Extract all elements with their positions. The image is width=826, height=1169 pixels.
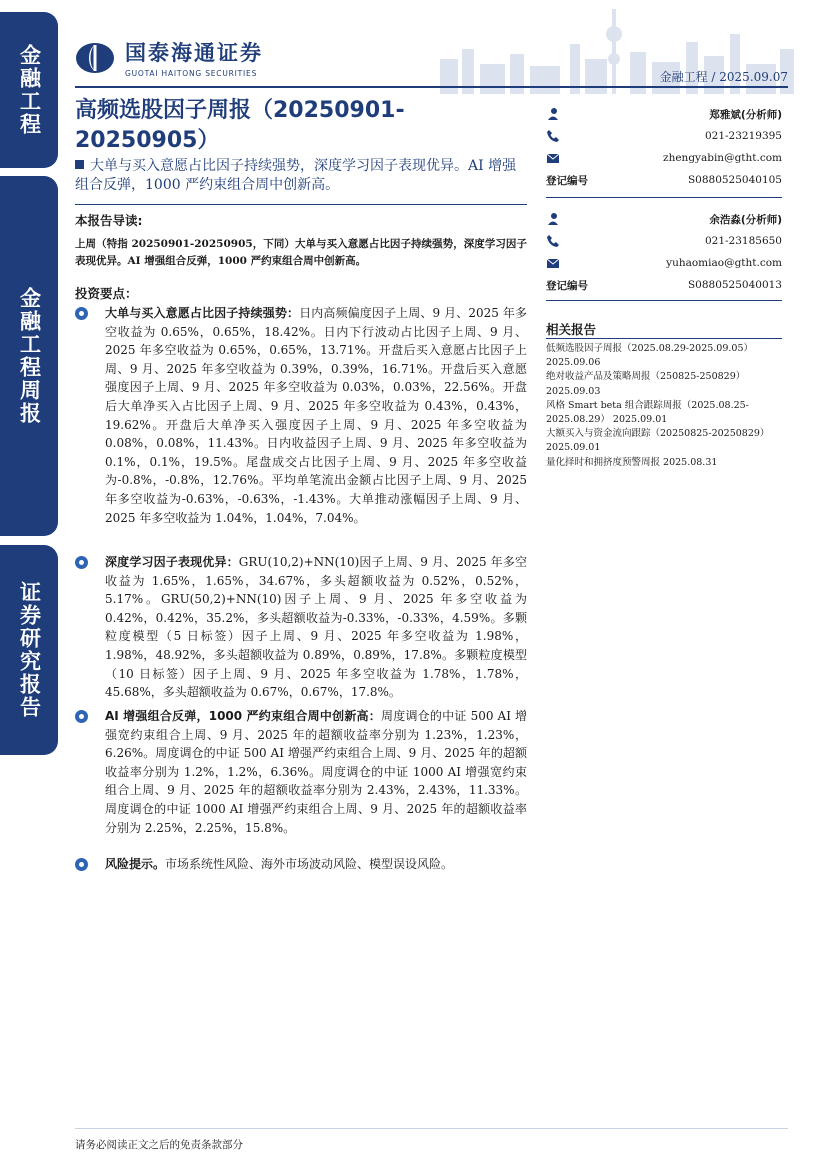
analyst-person-icon [546,107,560,121]
investment-points-label: 投资要点： [75,286,138,301]
related-reports-title: 相关报告 [546,322,597,337]
analyst-email[interactable]: zhengyabin@gtht.com [663,152,782,164]
bullet-circle-icon [75,307,88,320]
point-heading: 大单与买入意愿占比因子持续强势： [105,306,300,320]
guide-text: 上周（特指 20250901-20250905，下同）大单与买入意愿占比因子持续强势，深度学习因子表现优异。AI 增强组合反弹，1000 严约束组合周中创新高。 [75,238,527,267]
report-date: 2025.09.07 [719,70,788,84]
report-subtitle [75,157,525,195]
related-report-item[interactable]: 低频选股因子周报（2025.08.29-2025.09.05） [546,343,753,354]
related-report-item[interactable]: 2025.08.29） 2025.09.01 [546,414,668,426]
phone-icon [546,234,560,248]
side-band [0,0,58,1169]
investment-point [75,855,527,874]
header-rule [75,86,788,88]
report-dateline [660,68,788,85]
dateline-separator: / [711,70,720,84]
email-icon [546,151,560,165]
report-category: 金融工程 [659,70,708,84]
analyst-phone: 021-23185650 [704,235,782,247]
logo-name-en: GUOTAI HAITONG SECURITIES [125,69,258,78]
point-body: 市场系统性风险、海外市场波动风险、模型误设风险。 [165,857,454,871]
side-tab-category [0,12,58,168]
report-subtitle-text: 大单与买入意愿占比因子持续强势，深度学习因子表现优异。AI 增强组合反弹，1000 严约束组合周中创新高。 [75,158,517,193]
logo-name-cn: 国泰海通证券 [125,41,263,65]
investment-point [75,304,527,527]
related-reports-rule [546,338,782,339]
related-report-item[interactable]: 大额买入与资金流向跟踪（20250825-20250829） [546,428,770,440]
side-tab-research-label: 证券研究报告 [17,581,42,719]
analyst-phone: 021-23219395 [704,130,782,142]
side-tab-report-type-label: 金融工程周报 [17,287,42,425]
analyst-card [546,208,782,296]
analyst-email[interactable]: yuhaomiao@gtht.com [666,257,782,269]
related-report-date: 2025.09.06 [546,357,601,369]
investment-point [75,553,527,702]
bullet-circle-icon [75,710,88,723]
analyst-name: 余浩淼(分析师) [709,213,782,226]
side-tab-category-label: 金融工程 [17,44,42,136]
analyst-divider [546,197,782,198]
side-tab-report-type [0,176,58,536]
bullet-circle-icon [75,556,88,569]
company-logo [75,37,263,78]
disclaimer-footer: 请务必阅读正文之后的免责条款部分 [75,1139,243,1151]
point-heading: AI 增强组合反弹，1000 严约束组合周中创新高： [105,709,381,723]
related-report-item[interactable]: 绝对收益产品及策略周报（250825-250829） [546,371,746,383]
registration-number: S0880525040013 [687,279,782,291]
registration-number: S0880525040105 [687,174,782,186]
analyst-divider [546,300,782,301]
related-report-date: 2025.09.01 [546,442,601,454]
email-icon [546,256,560,270]
phone-icon [546,129,560,143]
square-bullet-icon [75,160,84,169]
registration-label: 登记编号 [546,174,588,187]
logo-mark-icon [75,42,115,74]
report-title: 高频选股因子周报（20250901-20250905） [75,98,405,153]
analyst-card [546,103,782,191]
registration-label: 登记编号 [546,279,588,292]
point-heading: 风险提示。 [105,857,166,871]
related-reports-list [546,342,782,470]
point-body: GRU(10,2)+NN(10)因子上周、9 月、2025 年多空收益为 1.65%，1.65%，34.67%，多头超额收益为 0.52%，0.52%，5.17%。GRU(50,2)+NN(10)因子上周、9 月、2025 年多空收益为 0.42%，0.42%，35.2%，多头超额收益为-0.33%，-0.33%，4.59%。多颗粒度模型（5 日标签）因子上周、9 月、2025 年多空收益为 1.98%，1.98%，48.92%，多头超额收益为 0.89%，0.89%，17.8%。多颗粒度模型（10 日标签）因子上周、9 月、2025 年多空收益为 1.78%，1.78%，45.68%，多头超额收益为 0.67%，0.67%，17.8%。 [105,555,527,700]
guide-label: 本报告导读: [75,213,143,228]
analyst-person-icon [546,212,560,226]
side-tab-research [0,545,58,755]
footer-rule [75,1128,788,1129]
related-report-item[interactable]: 量化择时和拥挤度预警周报 2025.08.31 [546,456,718,468]
point-heading: 深度学习因子表现优异： [105,555,239,569]
related-report-item[interactable]: 风格 Smart beta 组合跟踪周报（2025.08.25- [546,399,749,411]
title-rule [75,204,527,205]
investment-point [75,707,527,837]
point-body: 周度调仓的中证 500 AI 增强宽约束组合上周、9 月、2025 年的超额收益率分别为 1.23%，1.23%，6.26%。周度调仓的中证 500 AI 增强严约束组合上周、9 月、2025 年的超额收益率分别为 1.2%，1.2%，6.36%。周度调仓的中证 1000 AI 增强宽约束组合上周、9 月、2025 年的超额收益率分别为 2.43%，2.43%，11.33%。周度调仓的中证 1000 AI 增强严约束组合上周、9 月、2025 年的超额收益率分别为 2.25%，2.25%，15.8%。 [105,709,527,835]
analyst-name: 郑雅斌(分析师) [709,108,782,121]
related-report-date: 2025.09.03 [546,385,601,397]
bullet-circle-icon [75,858,88,871]
point-body: 日内高频偏度因子上周、9 月、2025 年多空收益为 0.65%，0.65%，18.42%。日内下行波动占比因子上周、9 月、2025 年多空收益为 0.65%，0.65%，13.71%。开盘后买入意愿占比因子上周、9 月、2025 年多空收益为 0.39%，0.39%，16.71%。开盘后买入意愿强度因子上周、9 月、2025 年多空收益为 0.03%，0.03%，22.56%。开盘后大单净买入占比因子上周、9 月、2025 年多空收益为 0.43%，0.43%，19.62%。开盘后大单净买入强度因子上周、9 月、2025 年多空收益为 0.08%，0.08%，11.43%。日内收益因子上周、9 月、2025 年多空收益为 0.1%，0.1%，19.5%。尾盘成交占比因子上周、9 月、2025 年多空收益为-0.8%，-0.8%，12.76%。平均单笔流出金额占比因子上周、9 月、2025 年多空收益为-0.63%，-0.63%，-1.43%。大单推动涨幅因子上周、9 月、2025 年多空收益为 1.04%，1.04%，7.04%。 [105,306,527,525]
